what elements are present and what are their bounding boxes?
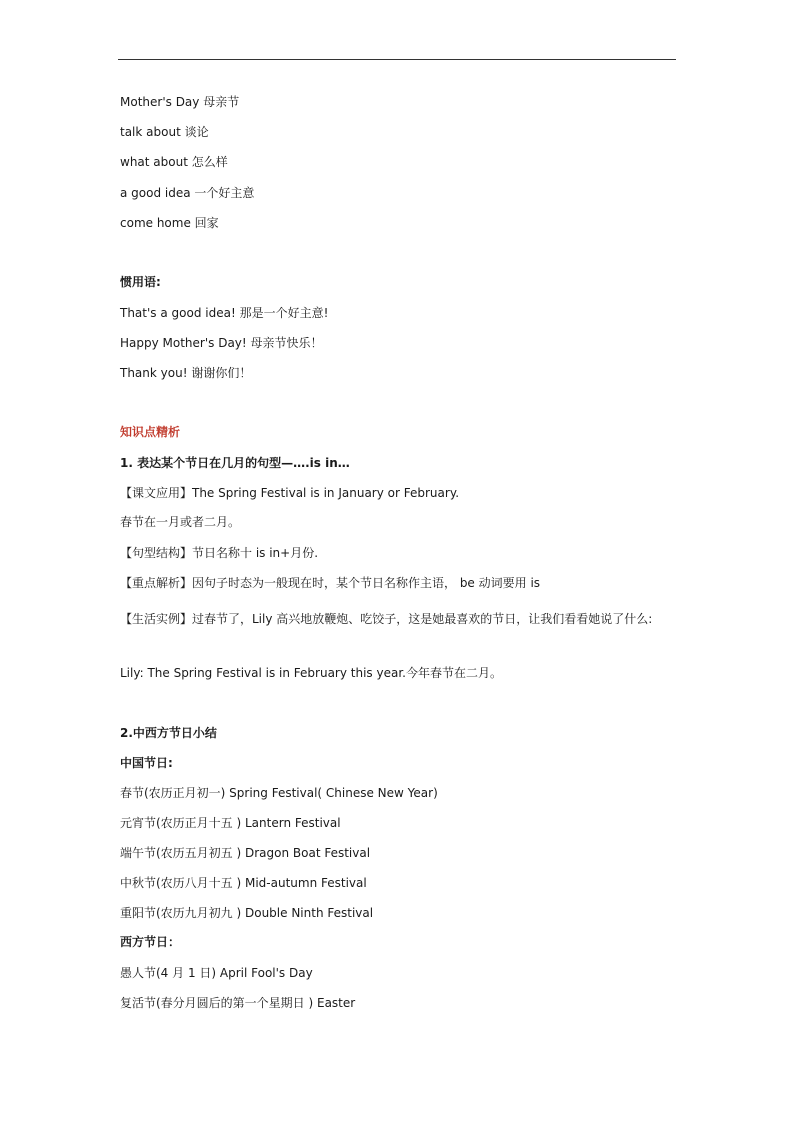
western-festival-item: 愚人节(4 月 1 日) April Fool's Day	[120, 966, 313, 980]
point1-application: 【课文应用】The Spring Festival is in January or February.	[120, 486, 460, 500]
vocab-item: come home 回家	[120, 216, 219, 230]
point1-key: 【重点解析】因句子时态为一般现在时，某个节日名称作主语， be 动词要用 is	[120, 576, 541, 590]
idiom-item: Happy Mother's Day! 母亲节快乐！	[120, 336, 323, 350]
analysis-heading: 知识点精析	[120, 425, 181, 439]
vocab-item: what about 怎么样	[120, 155, 228, 169]
chinese-festival-item: 重阳节(农历九月初九 ) Double Ninth Festival	[120, 906, 374, 920]
point1-structure: 【句型结构】节日名称十 is in+月份.	[120, 546, 319, 560]
point1-example: 【生活实例】过春节了，Lily 高兴地放鞭炮、吃饺子，这是她最喜欢的节日，让我们看看她说了什么:	[120, 612, 653, 626]
point2-title: 2.中西方节日小结	[120, 726, 217, 740]
header-rule	[118, 59, 676, 60]
vocab-item: Mother's Day 母亲节	[120, 95, 240, 109]
western-festivals-heading: 西方节日：	[120, 935, 181, 949]
western-festival-item: 复活节(春分月圆后的第一个星期日 ) Easter	[120, 996, 356, 1010]
point1-lily: Lily: The Spring Festival is in February this year.今年春节在二月。	[120, 666, 502, 680]
idioms-heading: 惯用语:	[120, 275, 161, 289]
chinese-festival-item: 端午节(农历五月初五 ) Dragon Boat Festival	[120, 846, 371, 860]
point1-translation: 春节在一月或者二月。	[120, 515, 241, 529]
chinese-festival-item: 元宵节(农历正月十五 ) Lantern Festival	[120, 816, 341, 830]
chinese-festival-item: 春节(农历正月初一) Spring Festival( Chinese New Year)	[120, 786, 438, 800]
vocab-item: talk about 谈论	[120, 125, 209, 139]
idiom-item: Thank you! 谢谢你们！	[120, 366, 252, 380]
vocab-item: a good idea 一个好主意	[120, 186, 255, 200]
point1-title: 1. 表达某个节日在几月的句型—….is in…	[120, 456, 350, 470]
chinese-festival-item: 中秋节(农历八月十五 ) Mid-autumn Festival	[120, 876, 367, 890]
idiom-item: That's a good idea! 那是一个好主意!	[120, 306, 329, 320]
chinese-festivals-heading: 中国节日:	[120, 756, 173, 770]
